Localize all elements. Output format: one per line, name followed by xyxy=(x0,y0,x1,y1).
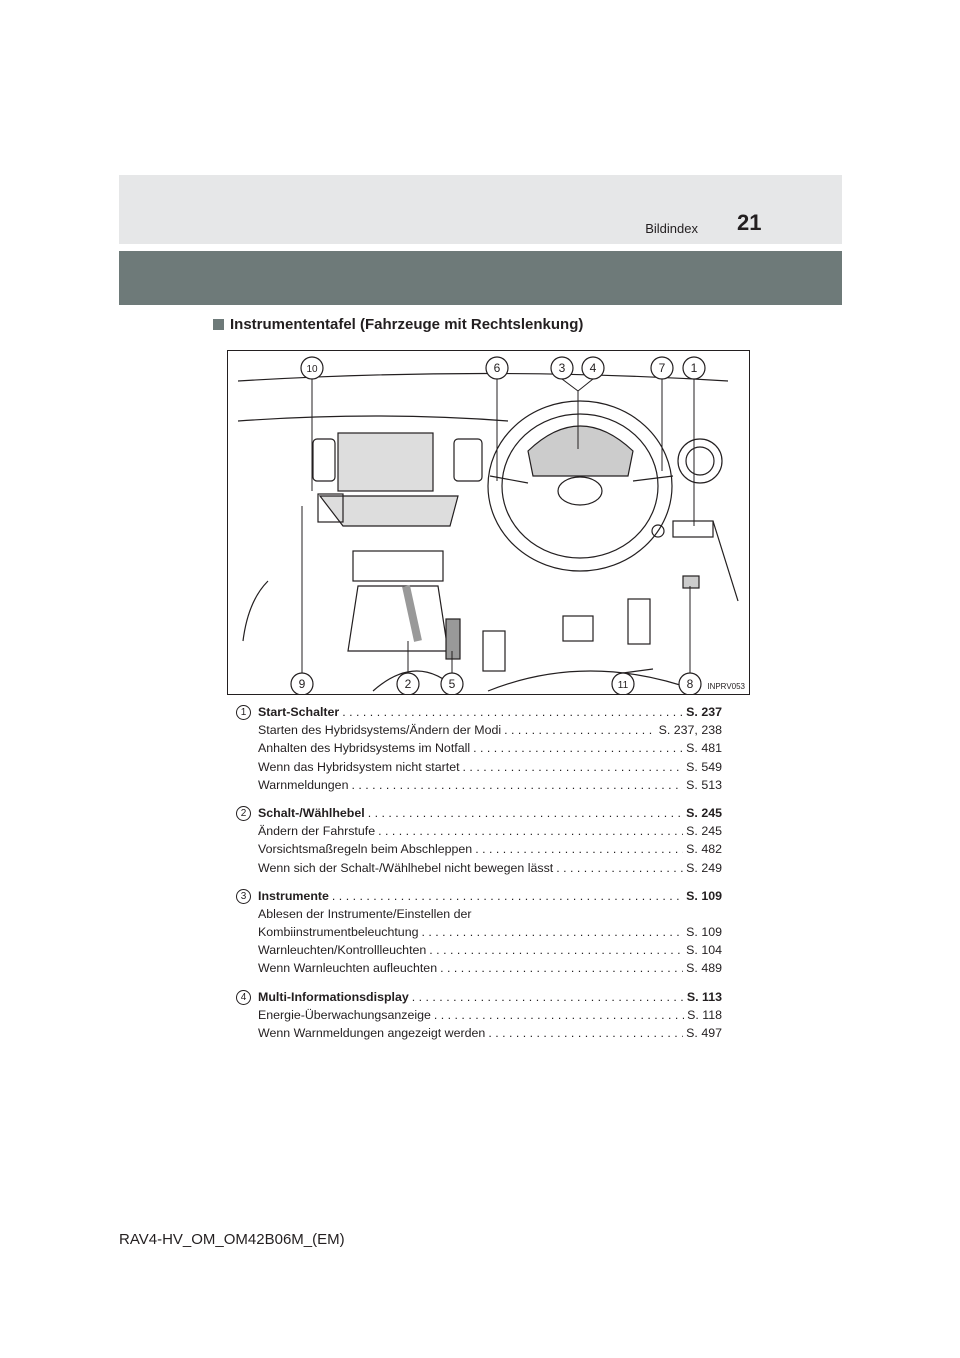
sub-label: Starten des Hybridsystems/Ändern der Modi xyxy=(258,723,502,738)
callout-label-1: 1 xyxy=(690,361,698,375)
entry-number-badge: 4 xyxy=(236,990,251,1005)
sub-line xyxy=(258,842,722,860)
main-label: Multi-Informationsdisplay xyxy=(258,989,409,1004)
sub-label: Ablesen der Instrumente/Einstellen der xyxy=(258,906,472,921)
sub-line xyxy=(258,1008,722,1026)
sub-line xyxy=(258,907,722,925)
main-line xyxy=(258,705,722,723)
callout-label-11: 11 xyxy=(617,680,629,691)
sub-page: S. 109 xyxy=(686,925,722,940)
sub-page: S. 245 xyxy=(686,824,722,839)
callouts-bottom xyxy=(291,673,701,695)
sub-page: S. 549 xyxy=(686,759,722,774)
callout-label-2: 2 xyxy=(404,677,412,691)
main-page: S. 245 xyxy=(686,805,722,820)
sub-line xyxy=(258,760,722,778)
main-line xyxy=(258,889,722,907)
main-page: S. 109 xyxy=(686,888,722,903)
sub-page: S. 482 xyxy=(686,842,722,857)
sub-page: S. 118 xyxy=(687,1007,722,1022)
sub-line xyxy=(258,943,722,961)
entry-1 xyxy=(236,705,722,796)
callout-label-3: 3 xyxy=(558,361,566,375)
dashboard-drawing xyxy=(228,351,750,695)
callout-label-6: 6 xyxy=(493,361,501,375)
sub-label: Energie-Überwachungsanzeige xyxy=(258,1007,431,1022)
sub-page: S. 513 xyxy=(686,777,722,792)
dashboard-illustration xyxy=(227,350,750,695)
sub-page: S. 237, 238 xyxy=(658,723,722,738)
sub-label: Ändern der Fahrstufe xyxy=(258,824,376,839)
entries-list xyxy=(236,705,722,1054)
sub-label: Kombiinstrumentbeleuchtung xyxy=(258,925,419,940)
main-line xyxy=(258,990,722,1008)
sub-line xyxy=(258,1026,722,1044)
sub-label: Wenn sich der Schalt-/Wählhebel nicht bewegen lässt xyxy=(258,860,554,875)
sub-line xyxy=(258,778,722,796)
header-band xyxy=(119,175,842,244)
main-label: Instrumente xyxy=(258,888,329,903)
sub-line xyxy=(258,741,722,759)
entry-number-badge: 2 xyxy=(236,806,251,821)
section-name: Bildindex xyxy=(645,221,698,236)
sub-label: Vorsichtsmaßregeln beim Abschleppen xyxy=(258,842,473,857)
callout-label-7: 7 xyxy=(658,361,666,375)
sub-page: S. 489 xyxy=(686,961,722,976)
entry-number-badge: 3 xyxy=(236,889,251,904)
sub-page: S. 481 xyxy=(686,741,722,756)
sub-page: S. 104 xyxy=(686,943,722,958)
main-line xyxy=(258,806,722,824)
main-label: Start-Schalter xyxy=(258,705,340,719)
figure-code: INPRV053 xyxy=(707,682,745,691)
sub-label: Warnleuchten/Kontrollleuchten xyxy=(258,943,427,958)
sub-line xyxy=(258,723,722,741)
main-page: S. 113 xyxy=(686,989,722,1004)
callout-label-8: 8 xyxy=(686,677,694,691)
main-page: S. 237 xyxy=(686,705,722,719)
section-title xyxy=(213,316,583,333)
sub-line xyxy=(258,861,722,879)
footer-doc-code: RAV4-HV_OM_OM42B06M_(EM) xyxy=(119,1231,345,1248)
sub-line xyxy=(258,925,722,943)
sub-label: Wenn Warnmeldungen angezeigt werden xyxy=(258,1026,486,1040)
sub-label: Anhalten des Hybridsystems im Notfall xyxy=(258,741,471,756)
sub-line xyxy=(258,961,722,979)
sub-label: Wenn das Hybridsystem nicht startet xyxy=(258,759,460,774)
callout-label-5: 5 xyxy=(448,677,456,691)
square-bullet-icon xyxy=(213,319,224,330)
sub-label: Warnmeldungen xyxy=(258,777,349,792)
entry-number-badge: 1 xyxy=(236,705,251,720)
main-label: Schalt-/Wählhebel xyxy=(258,805,365,820)
sub-page: S. 497 xyxy=(686,1026,722,1040)
section-title-text: Instrumententafel (Fahrzeuge mit Rechtslenkung) xyxy=(230,316,584,333)
header-bar xyxy=(119,251,842,305)
entry-2 xyxy=(236,806,722,879)
entry-3 xyxy=(236,889,722,980)
sub-line xyxy=(258,824,722,842)
sub-page: S. 249 xyxy=(686,860,722,875)
sub-label: Wenn Warnleuchten aufleuchten xyxy=(258,961,438,976)
callout-label-9: 9 xyxy=(298,677,306,691)
callout-label-4: 4 xyxy=(589,361,597,375)
callout-label-10: 10 xyxy=(306,364,318,375)
page-number: 21 xyxy=(737,210,762,235)
entry-4 xyxy=(236,990,722,1045)
